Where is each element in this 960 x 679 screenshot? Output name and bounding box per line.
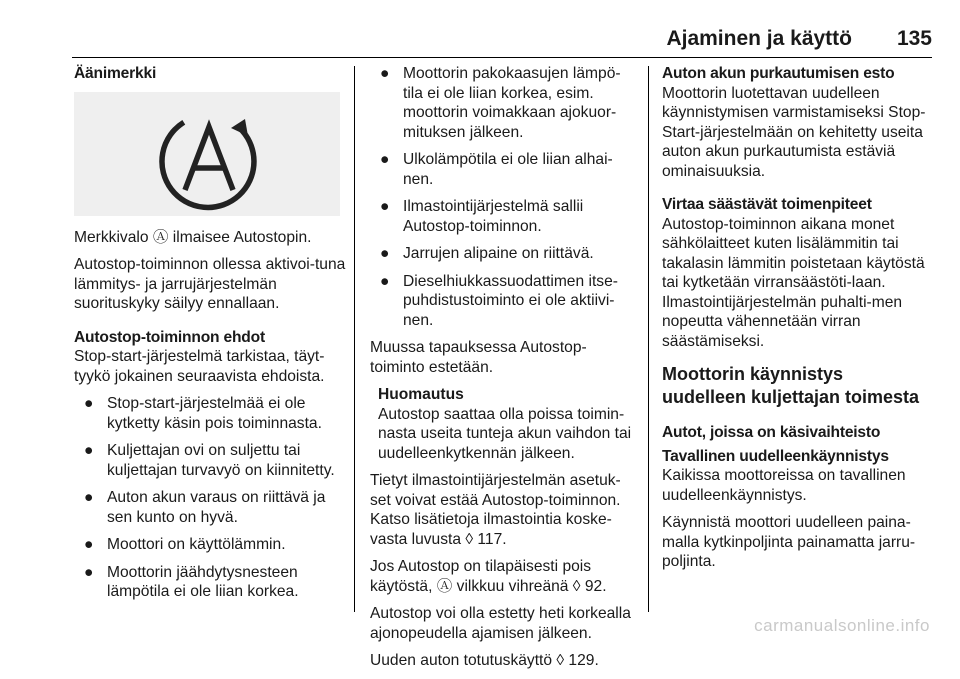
bullet-icon: ● (84, 563, 94, 581)
subheading-manual-transmission: Autot, joissa on käsivaihteisto (662, 424, 881, 441)
column-2 (370, 64, 634, 679)
section-title-restart: Moottorin käynnistys uudelleen kuljettajan toimesta (662, 364, 920, 407)
conditions-list-continued (370, 64, 634, 330)
list-item: ● Moottorin jäähdytysnesteen lämpötila ei ole liian korkea. (84, 563, 299, 600)
column-1 (74, 64, 346, 610)
paragraph: Stop-start-järjestelmä tarkistaa, täyt-tyykö jokainen seuraavista ehdoista. (74, 348, 325, 385)
paragraph: Tietyt ilmastointijärjestelmän asetuk-set voivat estää Autostop-toiminnon. Katso lisätietoja ilmastointia koske-vasta luvusta ◊ 117. (370, 472, 621, 548)
bullet-icon: ● (380, 198, 390, 215)
indicator-text: Merkkivalo Ⓐ ilmaisee Autostopin. (74, 228, 312, 246)
autostop-a-icon (74, 92, 340, 216)
conditions-list (74, 394, 346, 602)
note-heading: Huomautus (378, 386, 464, 403)
header-rule (72, 57, 932, 58)
watermark: carmanualsonline.info (754, 616, 930, 635)
list-item: ● Ilmastointijärjestelmä sallii Autostop-toiminnon. (380, 198, 584, 235)
bullet-icon: ● (380, 65, 390, 82)
subheading-power-saving: Virtaa säästävät toimenpiteet (662, 196, 872, 213)
list-item: ● Moottorin pakokaasujen lämpö-tila ei ole liian korkea, esim. moottorin voimakkaan ajokuor-mituksen jälkeen. (380, 65, 621, 141)
paragraph: Autostop-toiminnon ollessa aktivoi-tuna lämmitys- ja jarrujärjestelmän suorituskyky säilyy ennallaan. (74, 256, 346, 312)
bullet-icon: ● (380, 272, 390, 290)
bullet-icon: ● (84, 489, 94, 506)
list-item: ● Stop-start-järjestelmää ei ole kytketty käsin pois toiminnasta. (84, 395, 322, 432)
column-divider-2 (648, 66, 649, 612)
subheading-normal-restart: Tavallinen uudelleenkäynnistys (662, 447, 889, 465)
bullet-icon: ● (84, 442, 94, 459)
list-item: ● Auton akun varaus on riittävä ja sen kunto on hyvä. (84, 489, 326, 526)
paragraph: Kaikissa moottoreissa on tavallinen uudelleenkäynnistys. (662, 467, 906, 504)
note-box (370, 385, 634, 463)
subheading-conditions: Autostop-toiminnon ehdot (74, 328, 265, 346)
paragraph: Moottorin luotettavan uudelleen käynnistymisen varmistamiseksi Stop-Start-järjestelmään on kehitetty useita auton akun purkautumista estäviä ominaisuuksia. (662, 84, 926, 180)
list-item: ● Dieselhiukkassuodattimen itse-puhdistustoiminto ei ole aktiivi-nen. (380, 272, 618, 329)
paragraph: Autostop-toiminnon aikana monet sähkölaitteet kuten lisälämmitin tai takalasin lämmitin poistetaan käytöstä tai kytketään virransäästöti-laan. Ilmastointijärjestelmän puhalti-men nopeutta vähennetään virran säästämiseksi. (662, 215, 925, 350)
paragraph: Uuden auton totutuskäyttö ◊ 129. (370, 652, 599, 669)
column-3 (662, 64, 926, 580)
bullet-icon: ● (84, 536, 94, 553)
paragraph: Autostop voi olla estetty heti korkealla ajonopeudella ajamisen jälkeen. (370, 605, 631, 642)
chapter-title: Ajaminen ja käyttö (666, 27, 852, 50)
list-item: ● Kuljettajan ovi on suljettu tai kuljettajan turvavyö on kiinnitetty. (84, 442, 335, 479)
note-text: Autostop saattaa olla poissa toimin-nasta useita tunteja akun vaihdon tai uudelleenkytkennän jälkeen. (378, 405, 632, 462)
subheading-battery: Auton akun purkautumisen esto (662, 65, 895, 82)
page-header (0, 0, 960, 60)
paragraph: Muussa tapauksessa Autostop-toiminto estetään. (370, 339, 587, 376)
list-item: ● Moottori on käyttölämmin. (84, 536, 286, 553)
column-divider-1 (354, 66, 355, 612)
autostop-indicator-figure (74, 92, 340, 216)
list-item: ● Ulkolämpötila ei ole liian alhai-nen. (380, 151, 613, 188)
bullet-icon: ● (380, 151, 390, 168)
bullet-icon: ● (84, 395, 94, 412)
bullet-icon: ● (380, 245, 390, 262)
paragraph: Käynnistä moottori uudelleen paina-malla kytkinpoljinta painamatta jarru-poljinta. (662, 514, 916, 570)
page-number: 135 (896, 27, 932, 50)
section-heading-sound: Äänimerkki (74, 65, 157, 82)
paragraph: Jos Autostop on tilapäisesti pois käytöstä, Ⓐ vilkkuu vihreänä ◊ 92. (370, 558, 607, 595)
list-item: ● Jarrujen alipaine on riittävä. (380, 245, 594, 262)
